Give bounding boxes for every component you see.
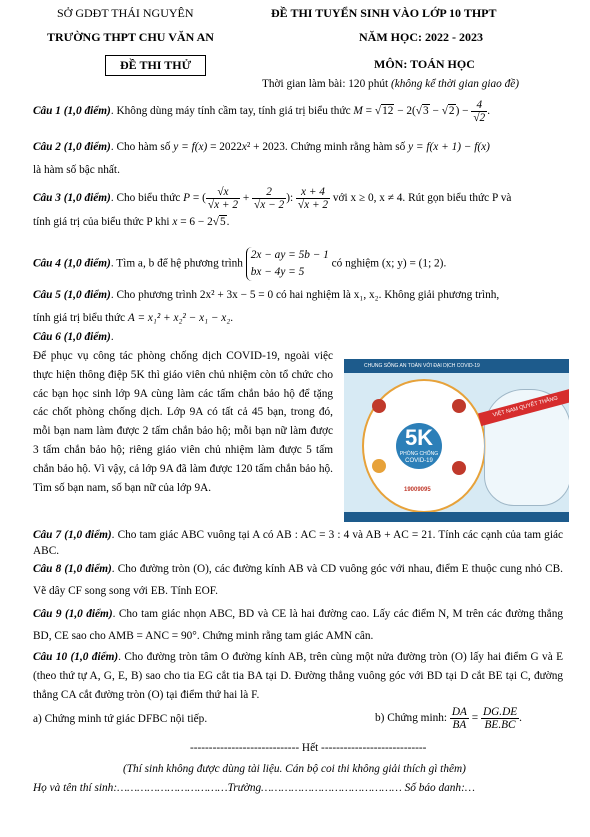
subject: MÔN: TOÁN HỌC bbox=[374, 57, 475, 71]
question-7: Câu 7 (1,0 điểm). Cho tam giác ABC vuông tại A có AB : AC = 3 : 4 và AB + AC = 21. Tính các cạnh của tam giác ABC. bbox=[33, 529, 563, 557]
exam-title: ĐỀ THI TUYỂN SINH VÀO LỚP 10 THPT bbox=[271, 6, 497, 20]
question-2: Câu 2 (1,0 điểm). Cho hàm số y = f(x) = 2022x² + 2023. Chứng minh rằng hàm số y = f(x + 1) − f(x) là hàm số bậc nhất. bbox=[33, 141, 490, 176]
poster-5k: 5K bbox=[404, 425, 434, 450]
poster-banner: CHUNG SỐNG AN TOÀN VỚI ĐẠI DỊCH COVID-19 bbox=[344, 359, 569, 373]
question-1: Câu 1 (1,0 điểm). Không dùng máy tính cầm tay, tính giá trị biểu thức M = √12 − 2(√3 − √2) − $\frac{4}{√2}$ . bbox=[33, 99, 491, 124]
department: SỞ GDĐT THÁI NGUYÊN bbox=[57, 6, 194, 20]
question-6-label: Câu 6 (1,0 điểm). bbox=[33, 331, 114, 343]
question-3: Câu 3 (1,0 điểm). Cho biểu thức P = ( $\frac{√x}{√x + 2}$ + $\frac{2}{√x - 2}$ ): $\frac{x + 4}{√x + 2}$ với x ≥ 0, x ≠ 4. Rút gọn biểu thức P và tính giá trị của biểu thức P khi x = 6 − 2√5. bbox=[33, 186, 512, 228]
end-marker: ----------------------------- Hết ---------------------------- bbox=[190, 742, 427, 754]
covid-5k-poster: CHUNG SỐNG AN TOÀN VỚI ĐẠI DỊCH COVID-19 5K PHÒNG CHỐNG COVID-19 19009095 VIỆT NAM QUYẾT THẮNG bbox=[344, 359, 569, 522]
question-9: Câu 9 (1,0 điểm). Cho tam giác nhọn ABC, BD và CE là hai đường cao. Lấy các điểm N, M trên các đường thẳng BD, CE sao cho AMB = ANC = 90°. Chứng minh rằng tam giác AMN cân. bbox=[33, 608, 563, 642]
question-5: Câu 5 (1,0 điểm). Cho phương trình 2x² + 3x − 5 = 0 có hai nghiệm là x₁, x₂. Không giải phương trình, tính giá trị biểu thức A = x₁² + x₂² − x₁ − x₂. bbox=[33, 289, 500, 324]
time-info: Thời gian làm bài: 120 phút (không kể thời gian giao đề) bbox=[262, 78, 520, 90]
question-10: Câu 10 (1,0 điểm). Cho đường tròn tâm O đường kính AB, trên cùng một nửa đường tròn (O) lấy hai điểm G và E (theo thứ tự A, G, E, B) sao cho tia EG cắt tia BA tại D. Đường thẳng vuông góc với BD tại D cắt BE tại C, đường thẳng CA cắt đường tròn (O) tại điểm thứ hai là F. bbox=[33, 651, 563, 701]
school-name: TRƯỜNG THPT CHU VĂN AN bbox=[47, 30, 214, 44]
exam-badge: ĐỀ THI THỬ bbox=[105, 55, 206, 76]
candidate-info: Họ và tên thí sinh:……………………………Trường…………………………………… Số báo danh:… bbox=[33, 782, 475, 794]
footer-note: (Thí sinh không được dùng tài liệu. Cán bộ coi thi không giải thích gì thêm) bbox=[123, 763, 466, 775]
shield-band: VIỆT NAM QUYẾT THẮNG bbox=[478, 389, 569, 426]
school-year: NĂM HỌC: 2022 - 2023 bbox=[359, 30, 483, 44]
question-8: Câu 8 (1,0 điểm). Cho đường tròn (O), các đường kính AB và CD vuông góc với nhau, điểm E thuộc cung nhỏ CB. Vẽ dây CF song song với EB. Tính EOF. bbox=[33, 563, 563, 597]
question-10b: b) Chứng minh: $\frac{DA}{BA}$ = $\frac{DG.DE}{BE.BC}$ . bbox=[375, 706, 522, 731]
question-4: Câu 4 (1,0 điểm). Tìm a, b để hệ phương trình 2x − ay = 5b − 1 bx − 4y = 5 có nghiệm (x; y) = (1; 2). bbox=[33, 247, 563, 281]
question-6: Để phục vụ công tác phòng chống dịch COVID-19, ngoài việc thực hiện thông điệp 5K thì giáo viên chủ nhiệm còn tổ chức cho các bạn học sinh lớp 9A cùng làm các tấm chắn bảo hộ để tặng các chốt phòng chống dịch. Lớp 9A có tất cả 45 bạn, trong đó, mỗi bạn nam làm được 2 tấm chắn bảo hộ; mỗi bạn nữ làm được 3 tấm chắn bảo hộ; riêng giáo viên chủ nhiệm làm được 5 tấm chắn bảo hộ. Vì vậy, cả lớp 9A đã làm được 120 tấm chắn bảo hộ. Tìm số bạn nam, số bạn nữ của lớp 9A. bbox=[33, 350, 333, 494]
question-10a: a) Chứng minh tứ giác DFBC nội tiếp. bbox=[33, 713, 208, 725]
